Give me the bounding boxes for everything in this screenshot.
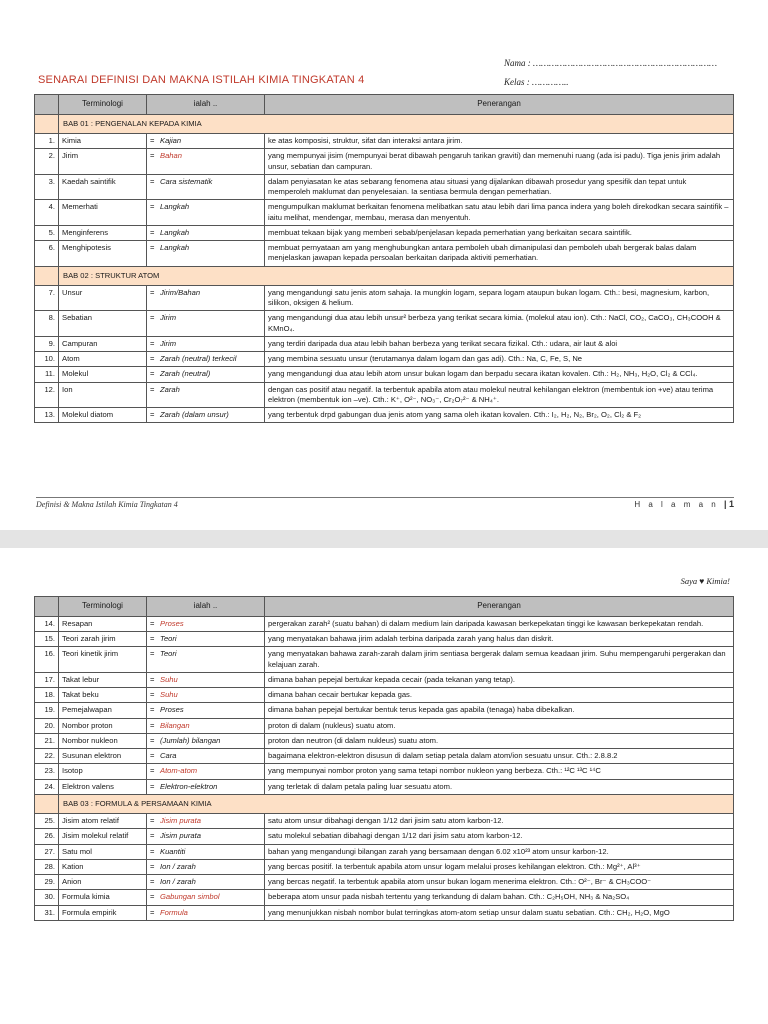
table-row	[35, 718, 734, 733]
table-row	[35, 632, 734, 647]
row-ialah: = Zarah (neutral) terkecil	[147, 352, 265, 367]
row-ialah-text: Zarah (neutral) terkecil	[160, 354, 237, 364]
row-number: 26.	[35, 829, 59, 844]
header-penerangan: Penerangan	[265, 597, 734, 617]
row-ialah: = Jirim	[147, 336, 265, 351]
header-penerangan: Penerangan	[265, 95, 734, 115]
row-ialah: = Jirim/Bahan	[147, 285, 265, 311]
row-term: Takat beku	[59, 688, 147, 703]
row-number: 1.	[35, 134, 59, 149]
section-label: BAB 02 : STRUKTUR ATOM	[59, 266, 734, 285]
row-number: 3.	[35, 174, 59, 200]
page-gap	[0, 530, 768, 548]
row-ialah-text: Formula	[160, 907, 188, 917]
row-ialah: = Atom-atom	[147, 764, 265, 779]
row-number: 5.	[35, 225, 59, 240]
row-term: Kaedah saintifik	[59, 174, 147, 200]
footer-title: Definisi & Makna Istilah Kimia Tingkatan 4	[36, 500, 178, 509]
row-term: Atom	[59, 352, 147, 367]
section-row	[35, 794, 734, 813]
row-term: Isotop	[59, 764, 147, 779]
row-term: Teori kinetik jirim	[59, 647, 147, 673]
row-penerangan: yang mempunyai jisim (mempunyai berat dibawah pengaruh tarikan graviti) dan memenuhi ruang (ada isi padu). Tiga jenis jirim adalah unsur, sebatian dan campuran.	[265, 149, 734, 175]
row-ialah-text: Zarah (neutral)	[160, 369, 211, 379]
section-row	[35, 114, 734, 133]
row-ialah: = Proses	[147, 616, 265, 631]
row-number: 18.	[35, 688, 59, 703]
class-field: Kelas : …………..	[504, 77, 569, 87]
table-row	[35, 174, 734, 200]
row-ialah-text: Elektron-elektron	[160, 781, 218, 791]
row-ialah-text: Jisim purata	[160, 816, 201, 826]
row-ialah-text: Teori	[160, 634, 177, 644]
row-penerangan: yang mengandungi dua atau lebih unsur² berbeza yang terikat secara kimia. (molekul atau ion). Cth.: NaCl, CO₂, CaCO₃, CH₃COOH & KMnO₄.	[265, 311, 734, 337]
row-ialah: = Gabungan simbol	[147, 890, 265, 905]
row-term: Unsur	[59, 285, 147, 311]
row-number: 2.	[35, 149, 59, 175]
row-ialah-text: Proses	[160, 618, 184, 628]
row-number: 12.	[35, 382, 59, 408]
table-row	[35, 890, 734, 905]
row-ialah: = Zarah (neutral)	[147, 367, 265, 382]
row-ialah: = Proses	[147, 703, 265, 718]
section-label: BAB 03 : FORMULA & PERSAMAAN KIMIA	[59, 794, 734, 813]
row-ialah-text: (Jumlah) bilangan	[160, 735, 221, 745]
row-term: Formula kimia	[59, 890, 147, 905]
table-row	[35, 779, 734, 794]
row-penerangan: pergerakan zarah² (suatu bahan) di dalam medium lain daripada kawasan berkepekatan tinggi ke kawasan berkepekatan rendah.	[265, 616, 734, 631]
section-row	[35, 266, 734, 285]
row-number: 27.	[35, 844, 59, 859]
table-row	[35, 382, 734, 408]
table-row	[35, 134, 734, 149]
row-penerangan: dalam penyiasatan ke atas sebarang fenomena atau situasi yang dijalankan dibawah prosedur yang spesifik dan tepat untuk memperoleh maklumat dan penyelesaian. Ia sentiasa bermula dengan pemerhatian.	[265, 174, 734, 200]
row-ialah-text: Bilangan	[160, 720, 190, 730]
row-penerangan: yang membina sesuatu unsur (terutamanya dalam logam dan gas adi). Cth.: Na, C, Fe, S, Ne	[265, 352, 734, 367]
row-ialah-text: Bahan	[160, 151, 182, 161]
header-term: Terminologi	[59, 597, 147, 617]
row-term: Nombor nukleon	[59, 733, 147, 748]
table-row	[35, 225, 734, 240]
row-ialah: = Ion / zarah	[147, 875, 265, 890]
table-row	[35, 875, 734, 890]
row-term: Molekul diatom	[59, 408, 147, 423]
row-penerangan: dimana bahan cecair bertukar kepada gas.	[265, 688, 734, 703]
table-row	[35, 905, 734, 920]
table-row	[35, 149, 734, 175]
row-ialah: = Suhu	[147, 672, 265, 687]
header-no	[35, 95, 59, 115]
row-term: Teori zarah jirim	[59, 632, 147, 647]
header-term: Terminologi	[59, 95, 147, 115]
page-number	[634, 499, 734, 509]
glossary-table-page-2	[34, 596, 734, 921]
row-number: 7.	[35, 285, 59, 311]
row-number: 6.	[35, 241, 59, 267]
row-term: Campuran	[59, 336, 147, 351]
page-num: | 1	[723, 499, 734, 509]
row-ialah: = Langkah	[147, 241, 265, 267]
row-ialah-text: Zarah (dalam unsur)	[160, 410, 229, 420]
row-penerangan: yang mengandungi dua atau lebih atom unsur bukan logam dan berpadu secara ikatan kovalen. Cth.: H₂, NH₃, H₂O, Cl₂ & CCl₄.	[265, 367, 734, 382]
table-row	[35, 647, 734, 673]
table-row	[35, 672, 734, 687]
row-ialah-text: Suhu	[160, 690, 178, 700]
row-ialah: = Teori	[147, 647, 265, 673]
row-term: Jisim molekul relatif	[59, 829, 147, 844]
row-ialah-text: Langkah	[160, 243, 190, 253]
table-row	[35, 311, 734, 337]
row-penerangan: yang menyatakan bahawa zarah-zarah dalam jirim sentiasa bergerak dalam semua keadaan jirim. Suhu mempengaruhi pergerakan dan kelajuan zarah.	[265, 647, 734, 673]
table-row	[35, 749, 734, 764]
row-ialah: = Ion / zarah	[147, 859, 265, 874]
row-ialah-text: Kuantiti	[160, 846, 186, 856]
row-ialah-text: Gabungan simbol	[160, 892, 220, 902]
row-ialah: = Bilangan	[147, 718, 265, 733]
row-penerangan: yang terletak di dalam petala paling luar sesuatu atom.	[265, 779, 734, 794]
table-row	[35, 844, 734, 859]
row-penerangan: bagaimana elektron-elektron disusun di dalam setiap petala dalam atom/ion sesuatu unsur. Cth.: 2.8.8.2	[265, 749, 734, 764]
row-penerangan: yang terdiri daripada dua atau lebih bahan berbeza yang terikat secara fizikal. Cth.: udara, air laut & aloi	[265, 336, 734, 351]
row-term: Molekul	[59, 367, 147, 382]
table-row	[35, 859, 734, 874]
row-number: 10.	[35, 352, 59, 367]
row-ialah-text: Proses	[160, 705, 184, 715]
table-row	[35, 285, 734, 311]
table-row	[35, 408, 734, 423]
table-row	[35, 688, 734, 703]
row-penerangan: yang mengandungi satu jenis atom sahaja. Ia mungkin logam, separa logam ataupun bukan logam. Cth.: besi, magnesium, karbon, silikon, oksigen & helium.	[265, 285, 734, 311]
row-term: Menginferens	[59, 225, 147, 240]
row-ialah: = (Jumlah) bilangan	[147, 733, 265, 748]
row-penerangan: dengan cas positif atau negatif. Ia terbentuk apabila atom atau molekul neutral kehilangan elektron (membentuk ion +ve) atau terima elektron (membentuk ion –ve). Cth.: K⁺, O²⁻, NO₃⁻, Cr₂O₇²⁻ & NH₄⁺.	[265, 382, 734, 408]
row-ialah: = Zarah	[147, 382, 265, 408]
row-penerangan: beberapa atom unsur pada nisbah tertentu yang terkandung di dalam bahan. Cth.: C₂H₅OH, NH₃ & Na₂SO₄	[265, 890, 734, 905]
row-term: Formula empirik	[59, 905, 147, 920]
row-penerangan: proton dan neutron (di dalam nukleus) suatu atom.	[265, 733, 734, 748]
row-ialah: = Langkah	[147, 200, 265, 226]
row-ialah-text: Jisim purata	[160, 831, 201, 841]
row-penerangan: yang bercas negatif. Ia terbentuk apabila atom unsur bukan logam menerima elektron. Cth.: O²⁻, Br⁻ & CH₃COO⁻	[265, 875, 734, 890]
row-penerangan: yang terbentuk drpd gabungan dua jenis atom yang sama oleh ikatan kovalen. Cth.: I₂, H₂, N₂, Br₂, O₂, Cl₂ & F₂	[265, 408, 734, 423]
row-penerangan: membuat pernyataan am yang menghubungkan antara pemboleh ubah dimanipulasi dan pemboleh ubah bergerak balas dalam menjelaskan jawapan kepada persoalan berkaitan daripada aktiviti pemerhatian.	[265, 241, 734, 267]
row-penerangan: bahan yang mengandungi bilangan zarah yang bersamaan dengan 6.02 x10²³ atom unsur karbon-12.	[265, 844, 734, 859]
table-header	[35, 597, 734, 617]
row-ialah: = Formula	[147, 905, 265, 920]
row-penerangan: satu molekul sebatian dibahagi dengan 1/12 dari jisim satu atom karbon-12.	[265, 829, 734, 844]
header-no	[35, 597, 59, 617]
row-number: 4.	[35, 200, 59, 226]
row-ialah-text: Langkah	[160, 202, 190, 212]
row-number: 23.	[35, 764, 59, 779]
row-ialah-text: Suhu	[160, 674, 178, 684]
row-ialah-text: Teori	[160, 649, 177, 659]
row-number: 20.	[35, 718, 59, 733]
glossary-table-page-1	[34, 94, 734, 423]
header-ialah: ialah ..	[147, 597, 265, 617]
row-penerangan: membuat tekaan bijak yang memberi sebab/penjelasan kepada pemerhatian yang berkaitan secara saintifik.	[265, 225, 734, 240]
row-penerangan: yang menunjukkan nisbah nombor bulat terringkas atom-atom setiap unsur dalam suatu sebatian. Cth.: CH₂, H₂O, MgO	[265, 905, 734, 920]
table-row	[35, 367, 734, 382]
row-ialah-text: Cara	[160, 751, 177, 761]
row-number: 30.	[35, 890, 59, 905]
table-row	[35, 336, 734, 351]
row-ialah: = Cara	[147, 749, 265, 764]
row-ialah-text: Zarah	[160, 384, 180, 394]
row-number: 31.	[35, 905, 59, 920]
row-term: Nombor proton	[59, 718, 147, 733]
row-number: 14.	[35, 616, 59, 631]
row-ialah-text: Ion / zarah	[160, 861, 196, 871]
row-ialah-text: Langkah	[160, 227, 190, 237]
row-penerangan: yang mempunyai nombor proton yang sama tetapi nombor nukleon yang berbeza. Cth.: ¹²C ¹³C ¹⁴C	[265, 764, 734, 779]
row-ialah: = Bahan	[147, 149, 265, 175]
row-ialah: = Langkah	[147, 225, 265, 240]
table-header	[35, 95, 734, 115]
row-penerangan: mengumpulkan maklumat berkaitan fenomena melibatkan satu atau lebih dari lima panca indera yang boleh direkodkan secara saintifik – iaitu melihat, mendengar, membau, merasa dan menyentuh.	[265, 200, 734, 226]
row-number: 19.	[35, 703, 59, 718]
row-penerangan: dimana bahan pepejal bertukar kepada cecair (pada tekanan yang tetap).	[265, 672, 734, 687]
table-row	[35, 829, 734, 844]
row-ialah: = Jirim	[147, 311, 265, 337]
row-term: Memerhati	[59, 200, 147, 226]
row-ialah: = Zarah (dalam unsur)	[147, 408, 265, 423]
row-number: 8.	[35, 311, 59, 337]
row-ialah-text: Kajian	[160, 136, 182, 146]
row-number: 16.	[35, 647, 59, 673]
row-ialah-text: Atom-atom	[160, 766, 198, 776]
row-term: Jisim atom relatif	[59, 814, 147, 829]
row-term: Kimia	[59, 134, 147, 149]
table-row	[35, 241, 734, 267]
row-term: Kation	[59, 859, 147, 874]
row-number: 28.	[35, 859, 59, 874]
table-row	[35, 200, 734, 226]
row-number: 15.	[35, 632, 59, 647]
row-number: 25.	[35, 814, 59, 829]
motto-text: Saya ♥ Kimia!	[680, 576, 730, 586]
row-ialah: = Jisim purata	[147, 829, 265, 844]
row-penerangan: dimana bahan pepejal bertukar bentuk terus kepada gas apabila (tenaga) haba dibekalkan.	[265, 703, 734, 718]
row-number: 24.	[35, 779, 59, 794]
footer-divider	[36, 497, 734, 498]
table-row	[35, 703, 734, 718]
row-term: Menghipotesis	[59, 241, 147, 267]
page-two	[0, 548, 768, 1024]
row-ialah: = Suhu	[147, 688, 265, 703]
row-term: Satu mol	[59, 844, 147, 859]
row-penerangan: ke atas komposisi, struktur, sifat dan interaksi antara jirim.	[265, 134, 734, 149]
row-ialah: = Teori	[147, 632, 265, 647]
row-number: 11.	[35, 367, 59, 382]
row-term: Sebatian	[59, 311, 147, 337]
row-ialah-text: Ion / zarah	[160, 877, 196, 887]
row-term: Pemejalwapan	[59, 703, 147, 718]
document-title: SENARAI DEFINISI DAN MAKNA ISTILAH KIMIA TINGKATAN 4	[38, 74, 365, 86]
row-penerangan: proton di dalam (nukleus) suatu atom.	[265, 718, 734, 733]
row-number: 22.	[35, 749, 59, 764]
row-number: 17.	[35, 672, 59, 687]
row-ialah: = Kajian	[147, 134, 265, 149]
name-field: Nama : ……………………………………………………………	[504, 58, 718, 68]
row-ialah-text: Jirim	[160, 338, 177, 348]
row-number: 29.	[35, 875, 59, 890]
table-row	[35, 352, 734, 367]
row-term: Ion	[59, 382, 147, 408]
header-ialah: ialah ..	[147, 95, 265, 115]
section-label: BAB 01 : PENGENALAN KEPADA KIMIA	[59, 114, 734, 133]
row-penerangan: satu atom unsur dibahagi dengan 1/12 dari jisim satu atom karbon-12.	[265, 814, 734, 829]
table-row	[35, 814, 734, 829]
row-number: 21.	[35, 733, 59, 748]
table-row	[35, 616, 734, 631]
row-term: Susunan elektron	[59, 749, 147, 764]
row-term: Resapan	[59, 616, 147, 631]
row-ialah-text: Jirim	[160, 313, 177, 323]
row-ialah-text: Jirim/Bahan	[160, 287, 201, 297]
row-term: Jirim	[59, 149, 147, 175]
row-term: Elektron valens	[59, 779, 147, 794]
row-penerangan: yang bercas positif. Ia terbentuk apabila atom unsur logam melalui proses kehilangan elektron. Cth.: Mg²⁺, Al³⁺	[265, 859, 734, 874]
row-number: 13.	[35, 408, 59, 423]
row-ialah: = Jisim purata	[147, 814, 265, 829]
row-ialah: = Kuantiti	[147, 844, 265, 859]
row-ialah: = Cara sistematik	[147, 174, 265, 200]
row-term: Takat lebur	[59, 672, 147, 687]
table-row	[35, 764, 734, 779]
row-penerangan: yang menyatakan bahawa jirim adalah terbina daripada zarah yang halus dan diskrit.	[265, 632, 734, 647]
row-term: Anion	[59, 875, 147, 890]
row-number: 9.	[35, 336, 59, 351]
table-row	[35, 733, 734, 748]
page-label: H a l a m a n	[634, 500, 719, 509]
row-ialah-text: Cara sistematik	[160, 176, 213, 186]
row-ialah: = Elektron-elektron	[147, 779, 265, 794]
